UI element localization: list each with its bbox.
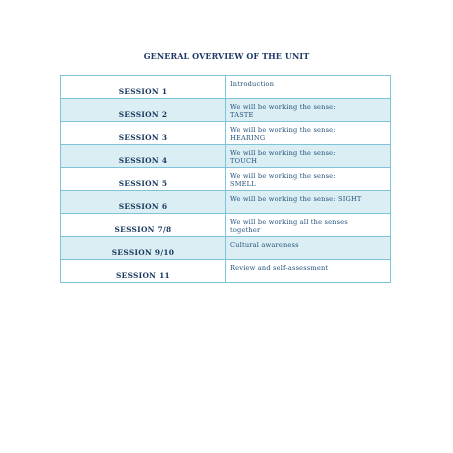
session-label: SESSION 7/8 — [114, 225, 172, 234]
table-row — [61, 214, 391, 237]
description-cell — [226, 99, 391, 122]
session-label: SESSION 9/10 — [111, 248, 175, 257]
session-label: SESSION 11 — [116, 271, 170, 280]
description-line: We will be working the sense: — [230, 126, 336, 134]
session-cell — [61, 122, 226, 145]
session-cell — [61, 99, 226, 122]
session-label: SESSION 6 — [118, 202, 168, 211]
description-line: TOUCH — [230, 157, 258, 165]
session-label: SESSION 5 — [118, 179, 168, 188]
description-line: We will be working the sense: — [230, 103, 336, 111]
unit-overview-table — [60, 75, 391, 283]
description-line: We will be working the sense: SIGHT — [230, 195, 362, 203]
session-cell — [61, 237, 226, 260]
description-line: TASTE — [230, 111, 254, 119]
table-row — [61, 191, 391, 214]
description-cell — [226, 191, 391, 214]
description-cell — [226, 214, 391, 237]
document-title: GENERAL OVERVIEW OF THE UNIT — [143, 51, 310, 61]
session-cell — [61, 260, 226, 283]
description-cell — [226, 260, 391, 283]
description-line: SMELL — [230, 180, 256, 188]
description-line: Cultural awareness — [230, 241, 299, 249]
table-row — [61, 122, 391, 145]
session-cell — [61, 145, 226, 168]
description-cell — [226, 145, 391, 168]
description-line: Introduction — [230, 80, 275, 88]
description-line: We will be working the sense: — [230, 172, 336, 180]
description-cell — [226, 76, 391, 99]
description-cell — [226, 237, 391, 260]
session-label: SESSION 1 — [118, 87, 168, 96]
description-line: together — [230, 226, 261, 234]
session-cell — [61, 168, 226, 191]
description-cell — [226, 168, 391, 191]
table-row — [61, 99, 391, 122]
session-cell — [61, 214, 226, 237]
description-cell — [226, 122, 391, 145]
description-line: We will be working all the senses — [230, 218, 348, 226]
table-row — [61, 145, 391, 168]
session-cell — [61, 76, 226, 99]
session-label: SESSION 2 — [118, 110, 168, 119]
table-row — [61, 260, 391, 283]
table-row — [61, 168, 391, 191]
description-line: HEARING — [230, 134, 266, 142]
description-line: Review and self-assessment — [230, 264, 329, 272]
session-label: SESSION 4 — [118, 156, 168, 165]
table-row — [61, 76, 391, 99]
table-row — [61, 237, 391, 260]
session-label: SESSION 3 — [118, 133, 168, 142]
session-cell — [61, 191, 226, 214]
description-line: We will be working the sense: — [230, 149, 336, 157]
